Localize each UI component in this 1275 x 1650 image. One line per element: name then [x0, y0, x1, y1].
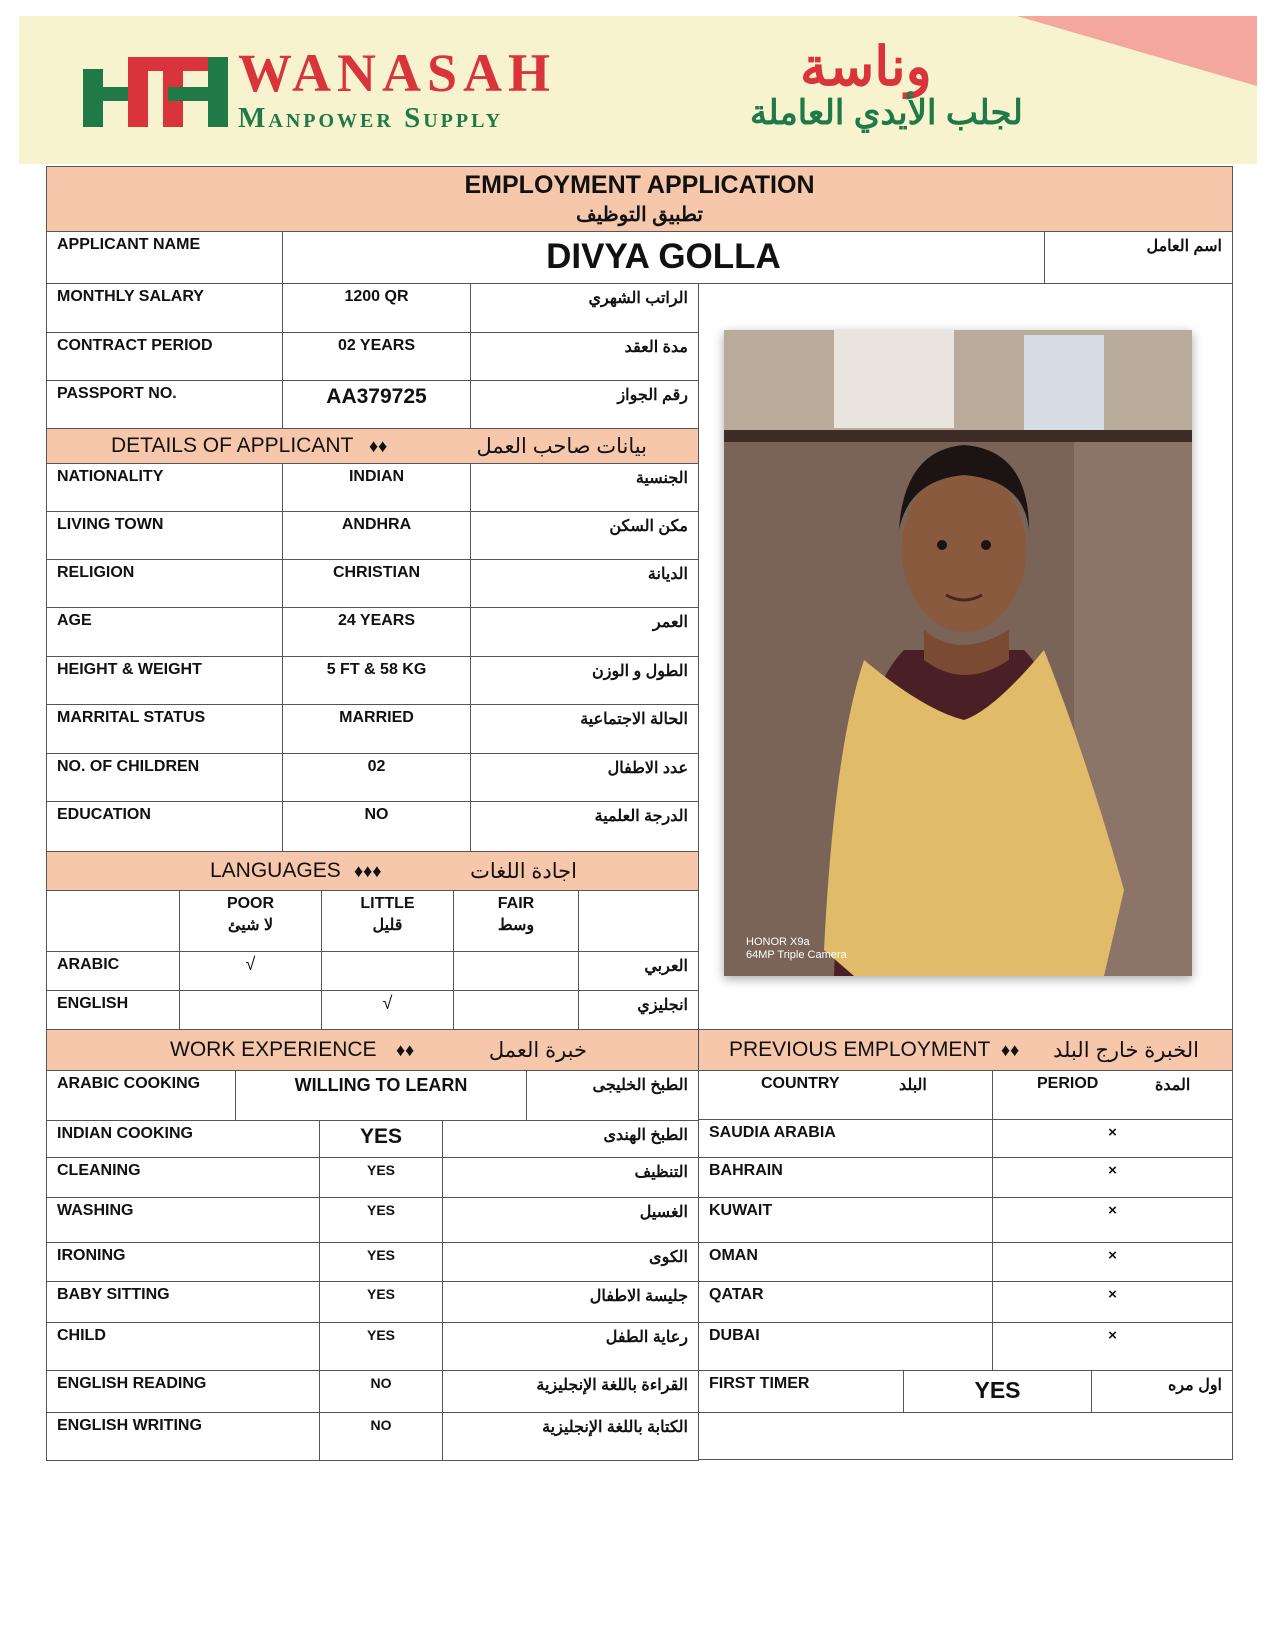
country-name: KUWAIT: [698, 1197, 993, 1243]
detail-label-ar: الديانة: [470, 559, 699, 608]
level-label-en: POOR: [226, 895, 275, 912]
first-timer-value: YES: [903, 1370, 1092, 1413]
language-level-mark: [179, 990, 322, 1030]
work-value: YES: [319, 1322, 443, 1371]
work-value: YES: [319, 1157, 443, 1198]
detail-label: RELIGION: [46, 559, 283, 608]
detail-label: NATIONALITY: [46, 463, 283, 512]
work-label-ar: الكتابة باللغة الإنجليزية: [442, 1412, 699, 1461]
applicant-photo: [724, 330, 1192, 976]
watermark-line-1: HONOR X9a: [746, 936, 810, 948]
detail-label: HEIGHT & WEIGHT: [46, 656, 283, 705]
country-header-en: COUNTRY: [761, 1075, 840, 1092]
level-label-en: LITTLE: [360, 895, 415, 912]
language-name: ARABIC: [46, 951, 180, 991]
work-label: CHILD: [46, 1322, 320, 1371]
details-header-ar: بيانات صاحب العمل: [476, 434, 647, 458]
work-header-en: WORK EXPERIENCE: [170, 1038, 377, 1061]
period-mark: ×: [992, 1242, 1233, 1282]
diamond-icon: ♦♦♦: [354, 860, 382, 881]
work-label-ar: الكوى: [442, 1242, 699, 1282]
languages-header-en: LANGUAGES: [210, 859, 341, 882]
detail-label-ar: الطول و الوزن: [470, 656, 699, 705]
applicant-photo-image: [724, 330, 1192, 976]
work-label: ENGLISH READING: [46, 1370, 320, 1413]
work-label-ar: التنظيف: [442, 1157, 699, 1198]
detail-label-ar: العمر: [470, 607, 699, 657]
brand-subtitle: Manpower Supply: [238, 102, 504, 134]
languages-section-header: [46, 851, 699, 891]
details-section-header: [46, 428, 699, 464]
country-header-ar: البلد: [899, 1077, 927, 1094]
language-level-mark: [321, 951, 454, 991]
work-label-ar: الطبخ الهندى: [442, 1120, 699, 1158]
detail-label-ar: الدرجة العلمية: [470, 801, 699, 852]
level-label-en: FAIR: [497, 895, 535, 912]
work-value: YES: [319, 1281, 443, 1323]
applicant-name-label-ar: اسم العامل: [1044, 231, 1233, 284]
prev-employment-section-header: [698, 1029, 1233, 1071]
detail-label: MARRITAL STATUS: [46, 704, 283, 754]
details-header-en: DETAILS OF APPLICANT: [111, 434, 354, 457]
empty-cell: [578, 890, 699, 952]
diamond-icon: ♦♦: [369, 435, 388, 456]
empty-cell: [698, 1412, 1233, 1460]
field-value: AA379725: [282, 380, 471, 429]
country-name: DUBAI: [698, 1322, 993, 1372]
detail-label-ar: الجنسية: [470, 463, 699, 512]
work-section-header: [46, 1029, 699, 1071]
form-title: [46, 166, 1233, 232]
diamond-icon: ♦♦: [396, 1039, 415, 1060]
applicant-name-label: APPLICANT NAME: [46, 231, 283, 284]
language-level-mark: √: [321, 990, 454, 1030]
language-level-mark: √: [179, 951, 322, 991]
level-label-ar: وسط: [497, 917, 535, 934]
detail-value: 5 FT & 58 KG: [282, 656, 471, 705]
brand-subtitle-arabic: لجلب الأيدي العاملة: [750, 94, 1023, 132]
period-column-header: [992, 1070, 1233, 1120]
work-header-ar: خبرة العمل: [488, 1038, 587, 1062]
detail-label-ar: الحالة الاجتماعية: [470, 704, 699, 754]
brand-name: WANASAH: [238, 43, 557, 103]
diamond-icon: ♦♦: [1001, 1039, 1020, 1060]
work-label-ar: رعاية الطفل: [442, 1322, 699, 1371]
work-value: NO: [319, 1412, 443, 1461]
work-label: INDIAN COOKING: [46, 1120, 320, 1158]
work-label: WASHING: [46, 1197, 320, 1243]
company-logo-icon: [83, 57, 228, 127]
work-label: BABY SITTING: [46, 1281, 320, 1323]
first-timer-label: FIRST TIMER: [698, 1370, 904, 1413]
first-timer-label-ar: اول مره: [1091, 1370, 1233, 1413]
prev-header-en: PREVIOUS EMPLOYMENT: [729, 1038, 991, 1061]
brand-name-arabic: وناسة: [800, 37, 932, 97]
field-label: PASSPORT NO.: [46, 380, 283, 429]
form-title-en: EMPLOYMENT APPLICATION: [464, 171, 815, 199]
language-name-ar: العربي: [578, 951, 699, 991]
detail-value: INDIAN: [282, 463, 471, 512]
language-name-ar: انجليزي: [578, 990, 699, 1030]
detail-label: NO. OF CHILDREN: [46, 753, 283, 802]
language-level-mark: [453, 990, 579, 1030]
period-mark: ×: [992, 1157, 1233, 1198]
period-mark: ×: [992, 1119, 1233, 1158]
work-label-ar: الطبخ الخليجى: [526, 1070, 699, 1121]
field-value: 02 YEARS: [282, 332, 471, 381]
prev-header-ar: الخبرة خارج البلد: [1052, 1038, 1199, 1062]
period-mark: ×: [992, 1281, 1233, 1323]
empty-cell: [46, 890, 180, 952]
work-value: YES: [319, 1120, 443, 1158]
work-label: IRONING: [46, 1242, 320, 1282]
country-column-header: [698, 1070, 993, 1120]
detail-label-ar: عدد الاطفال: [470, 753, 699, 802]
field-value: 1200 QR: [282, 283, 471, 333]
work-value: NO: [319, 1370, 443, 1413]
work-value: YES: [319, 1197, 443, 1243]
period-header-ar: المدة: [1155, 1077, 1191, 1094]
work-label-ar: الغسيل: [442, 1197, 699, 1243]
work-value: WILLING TO LEARN: [235, 1070, 527, 1121]
language-level-header: [179, 890, 322, 952]
language-level-header: [321, 890, 454, 952]
level-label-ar: لا شيئ: [227, 917, 274, 934]
work-label: ENGLISH WRITING: [46, 1412, 320, 1461]
period-mark: ×: [992, 1322, 1233, 1372]
country-name: QATAR: [698, 1281, 993, 1323]
detail-value: NO: [282, 801, 471, 852]
detail-label-ar: مكن السكن: [470, 511, 699, 560]
form-title-ar: تطبيق التوظيف: [576, 204, 703, 226]
period-header-en: PERIOD: [1037, 1075, 1099, 1092]
detail-value: ANDHRA: [282, 511, 471, 560]
level-label-ar: قليل: [372, 917, 403, 934]
language-level-header: [453, 890, 579, 952]
work-label-ar: القراءة باللغة الإنجليزية: [442, 1370, 699, 1413]
work-value: YES: [319, 1242, 443, 1282]
field-label: MONTHLY SALARY: [46, 283, 283, 333]
work-label-ar: جليسة الاطفال: [442, 1281, 699, 1323]
country-name: SAUDIA ARABIA: [698, 1119, 993, 1158]
field-label-ar: رقم الجواز: [470, 380, 699, 429]
field-label-ar: مدة العقد: [470, 332, 699, 381]
banner-accent: [1017, 16, 1257, 86]
detail-label: LIVING TOWN: [46, 511, 283, 560]
applicant-name-value: DIVYA GOLLA: [282, 231, 1045, 284]
period-mark: ×: [992, 1197, 1233, 1243]
work-label: ARABIC COOKING: [46, 1070, 236, 1121]
detail-value: MARRIED: [282, 704, 471, 754]
language-name: ENGLISH: [46, 990, 180, 1030]
detail-value: 02: [282, 753, 471, 802]
watermark-line-2: 64MP Triple Camera: [746, 949, 847, 961]
detail-label: EDUCATION: [46, 801, 283, 852]
work-label: CLEANING: [46, 1157, 320, 1198]
camera-watermark: [746, 936, 847, 962]
field-label: CONTRACT PERIOD: [46, 332, 283, 381]
detail-value: 24 YEARS: [282, 607, 471, 657]
field-label-ar: الراتب الشهري: [470, 283, 699, 333]
detail-label: AGE: [46, 607, 283, 657]
detail-value: CHRISTIAN: [282, 559, 471, 608]
language-level-mark: [453, 951, 579, 991]
country-name: OMAN: [698, 1242, 993, 1282]
languages-header-ar: اجادة اللغات: [470, 859, 577, 883]
country-name: BAHRAIN: [698, 1157, 993, 1198]
